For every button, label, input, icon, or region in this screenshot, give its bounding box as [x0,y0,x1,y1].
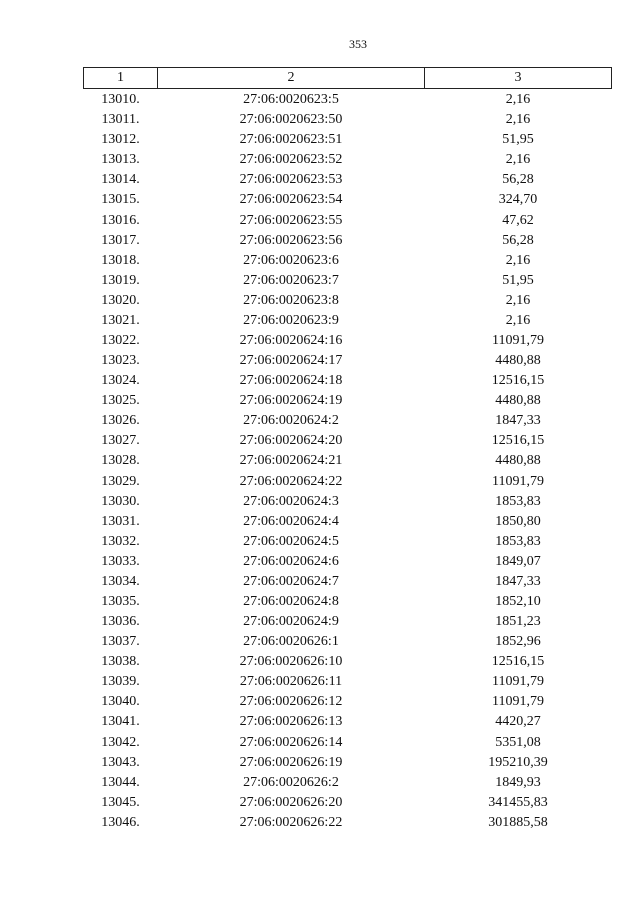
row-number-cell: 13023. [101,353,140,369]
header-col-1: 1 [84,68,158,89]
table-row [84,411,612,431]
row-number-cell: 13020. [101,292,140,308]
value-cell: 11091,79 [492,674,544,690]
cadastral-number-cell: 27:06:0020624:2 [243,413,339,429]
row-number-cell: 13012. [101,132,140,148]
row-number-cell: 13018. [101,252,140,268]
header-col-3: 3 [425,68,612,89]
table-row [84,612,612,632]
row-number-cell: 13033. [101,553,140,569]
table-row [84,89,612,111]
table-row [84,793,612,813]
value-cell: 301885,58 [488,814,548,830]
cadastral-number-cell: 27:06:0020623:55 [239,212,343,228]
value-cell: 11091,79 [492,332,544,348]
row-number-cell: 13046. [101,814,140,830]
data-table [83,67,612,833]
cadastral-number-cell: 27:06:0020626:10 [239,654,343,670]
cadastral-number-cell: 27:06:0020624:18 [239,373,343,389]
row-number-cell: 13016. [101,212,140,228]
row-number-cell: 13040. [101,694,140,710]
table-row [84,170,612,190]
cadastral-number-cell: 27:06:0020624:4 [243,513,339,529]
value-cell: 4480,88 [495,453,541,469]
header-col-2: 2 [158,68,425,89]
table-row [84,753,612,773]
table-row [84,311,612,331]
cadastral-number-cell: 27:06:0020624:21 [239,453,343,469]
value-cell: 5351,08 [495,734,541,750]
value-cell: 4420,27 [495,714,541,730]
value-cell: 4480,88 [495,353,541,369]
header-row [84,68,612,89]
table-row [84,110,612,130]
row-number-cell: 13030. [101,493,140,509]
value-cell: 47,62 [502,212,534,228]
cadastral-number-cell: 27:06:0020623:8 [243,292,339,308]
row-number-cell: 13011. [101,112,140,128]
table-row [84,271,612,291]
row-number-cell: 13017. [101,232,140,248]
table-row [84,552,612,572]
row-number-cell: 13022. [101,332,140,348]
value-cell: 12516,15 [491,433,545,449]
table-row [84,672,612,692]
cadastral-number-cell: 27:06:0020623:9 [243,312,339,328]
table-row [84,712,612,732]
row-number-cell: 13028. [101,453,140,469]
row-number-cell: 13045. [101,794,140,810]
row-number-cell: 13039. [101,674,140,690]
row-number-cell: 13044. [101,774,140,790]
row-number-cell: 13026. [101,413,140,429]
cadastral-number-cell: 27:06:0020623:53 [239,172,343,188]
row-number-cell: 13019. [101,272,140,288]
row-number-cell: 13014. [101,172,140,188]
table-row [84,733,612,753]
cadastral-number-cell: 27:06:0020626:13 [239,714,343,730]
table-row [84,331,612,351]
table-row [84,210,612,230]
value-cell: 1847,33 [495,413,541,429]
cadastral-number-cell: 27:06:0020626:19 [239,754,343,770]
table-row [84,773,612,793]
table-row [84,391,612,411]
value-cell: 56,28 [502,232,534,248]
table-body [84,89,612,833]
table-row [84,130,612,150]
cadastral-number-cell: 27:06:0020626:14 [239,734,343,750]
row-number-cell: 13015. [101,192,140,208]
value-cell: 11091,79 [492,473,544,489]
table-row [84,190,612,210]
table-row [84,652,612,672]
row-number-cell: 13010. [101,92,140,108]
cadastral-number-cell: 27:06:0020624:17 [239,353,343,369]
table-row [84,231,612,251]
cadastral-number-cell: 27:06:0020623:7 [243,272,339,288]
table-row [84,592,612,612]
value-cell: 2,16 [505,292,531,308]
row-number-cell: 13031. [101,513,140,529]
cadastral-number-cell: 27:06:0020623:56 [239,232,343,248]
row-number-cell: 13041. [101,714,140,730]
value-cell: 324,70 [498,192,538,208]
table-row [84,291,612,311]
value-cell: 12516,15 [491,373,545,389]
row-number-cell: 13029. [101,473,140,489]
value-cell: 2,16 [505,112,531,128]
cadastral-number-cell: 27:06:0020626:20 [239,794,343,810]
value-cell: 1852,96 [495,634,541,650]
row-number-cell: 13035. [101,593,140,609]
cadastral-number-cell: 27:06:0020624:19 [239,393,343,409]
value-cell: 1853,83 [495,533,541,549]
page-number: 353 [349,37,367,51]
row-number-cell: 13013. [101,152,140,168]
cadastral-number-cell: 27:06:0020626:1 [243,634,339,650]
value-cell: 51,95 [502,132,534,148]
row-number-cell: 13024. [101,373,140,389]
table-row [84,813,612,833]
cadastral-number-cell: 27:06:0020624:22 [239,473,343,489]
row-number-cell: 13043. [101,754,140,770]
row-number-cell: 13027. [101,433,140,449]
row-number-cell: 13037. [101,634,140,650]
cadastral-number-cell: 27:06:0020623:52 [239,152,343,168]
value-cell: 2,16 [505,252,531,268]
table-row [84,150,612,170]
cadastral-number-cell: 27:06:0020623:51 [239,132,343,148]
value-cell: 341455,83 [488,794,548,810]
row-number-cell: 13025. [101,393,140,409]
value-cell: 51,95 [502,272,534,288]
table-row [84,532,612,552]
row-number-cell: 13038. [101,654,140,670]
cadastral-number-cell: 27:06:0020626:2 [243,774,339,790]
table-row [84,492,612,512]
cadastral-number-cell: 27:06:0020624:3 [243,493,339,509]
value-cell: 2,16 [505,92,531,108]
value-cell: 56,28 [502,172,534,188]
cadastral-number-cell: 27:06:0020626:11 [239,674,343,690]
cadastral-number-cell: 27:06:0020624:20 [239,433,343,449]
value-cell: 195210,39 [488,754,548,770]
table-row [84,512,612,532]
row-number-cell: 13021. [101,312,140,328]
value-cell: 2,16 [505,312,531,328]
cadastral-number-cell: 27:06:0020623:54 [239,192,343,208]
cadastral-number-cell: 27:06:0020624:6 [243,553,339,569]
row-number-cell: 13036. [101,614,140,630]
cadastral-number-cell: 27:06:0020624:9 [243,614,339,630]
value-cell: 1849,93 [495,774,541,790]
value-cell: 4480,88 [495,393,541,409]
cadastral-number-cell: 27:06:0020624:7 [243,573,339,589]
value-cell: 1850,80 [495,513,541,529]
row-number-cell: 13042. [101,734,140,750]
cadastral-number-cell: 27:06:0020624:8 [243,593,339,609]
value-cell: 1853,83 [495,493,541,509]
row-number-cell: 13032. [101,533,140,549]
value-cell: 12516,15 [491,654,545,670]
cadastral-number-cell: 27:06:0020624:5 [243,533,339,549]
table-row [84,351,612,371]
cadastral-number-cell: 27:06:0020624:16 [239,332,343,348]
table-row [84,471,612,491]
cadastral-number-cell: 27:06:0020623:50 [239,112,343,128]
value-cell: 11091,79 [492,694,544,710]
row-number-cell: 13034. [101,573,140,589]
cadastral-number-cell: 27:06:0020623:5 [243,92,339,108]
table-row [84,632,612,652]
value-cell: 1851,23 [495,614,541,630]
value-cell: 1847,33 [495,573,541,589]
value-cell: 2,16 [505,152,531,168]
table-row [84,431,612,451]
table-row [84,251,612,271]
cadastral-number-cell: 27:06:0020626:12 [239,694,343,710]
table-row [84,572,612,592]
value-cell: 1852,10 [495,593,541,609]
cadastral-number-cell: 27:06:0020626:22 [239,814,343,830]
table-header [84,68,612,89]
table-row [84,371,612,391]
table-row [84,692,612,712]
value-cell: 1849,07 [495,553,541,569]
cadastral-number-cell: 27:06:0020623:6 [243,252,339,268]
table-row [84,451,612,471]
